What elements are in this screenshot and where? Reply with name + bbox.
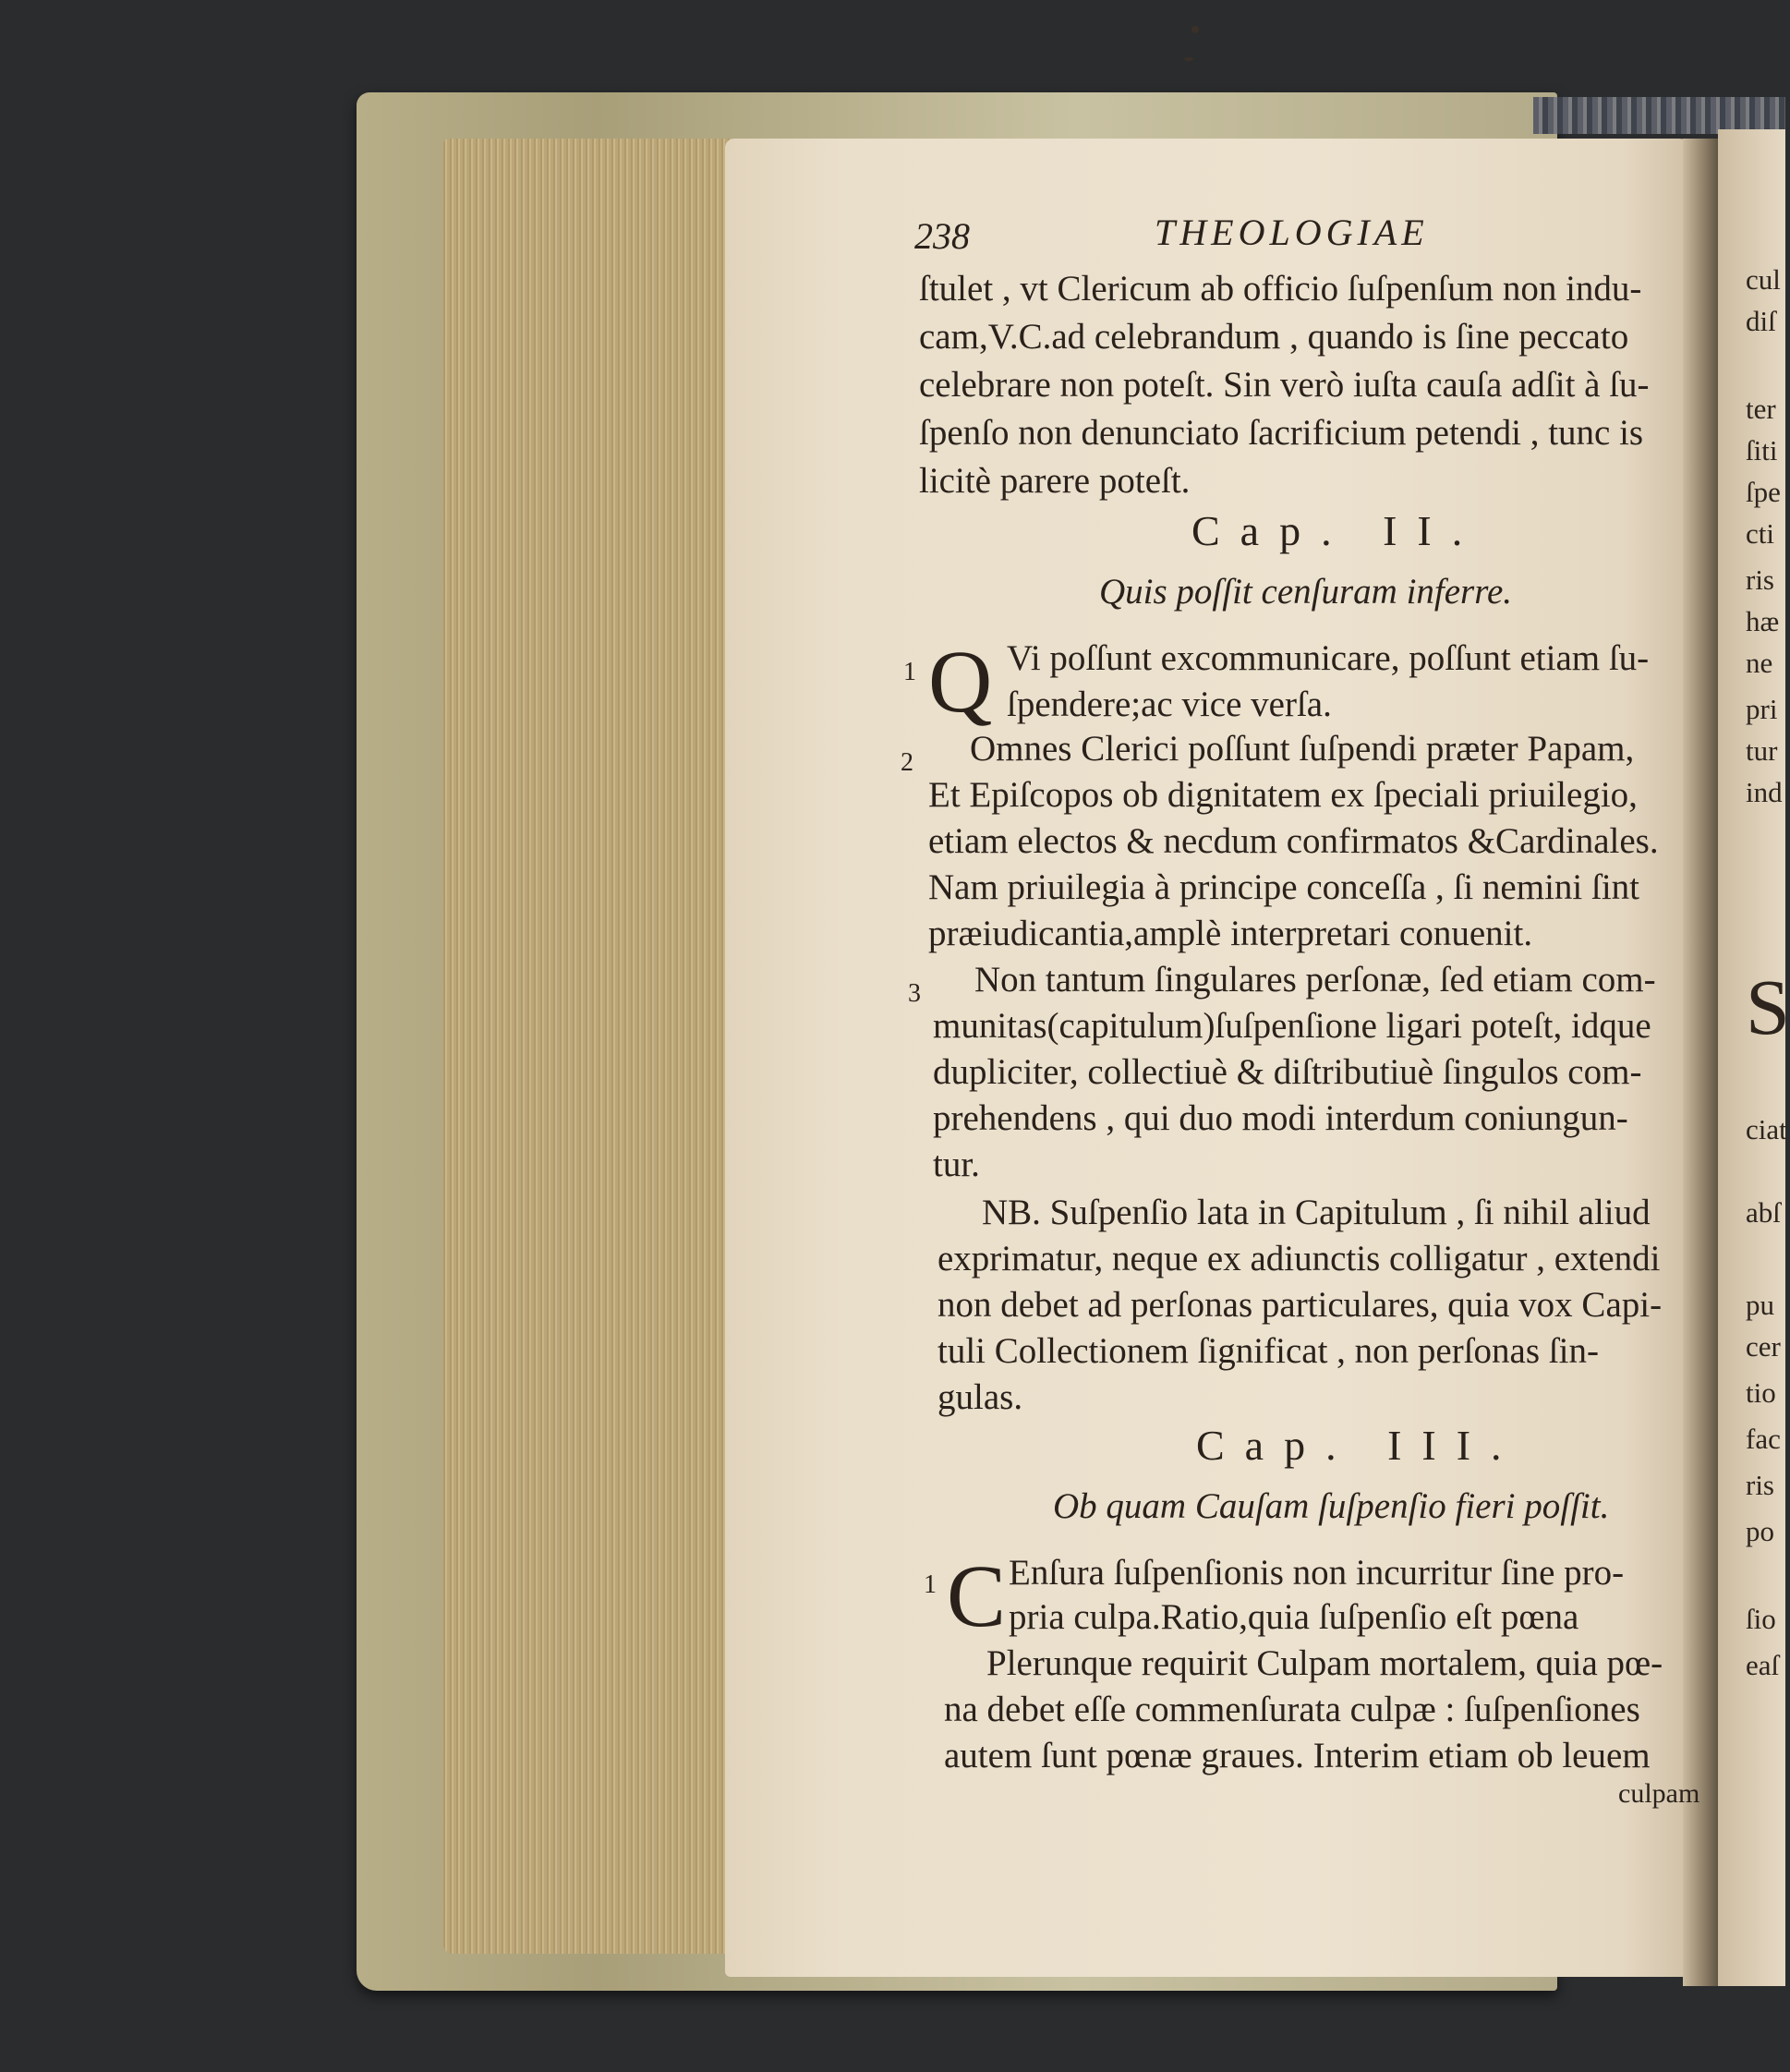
dust-mark [1184, 57, 1193, 61]
facing-fragment: pu [1746, 1289, 1774, 1321]
running-head: THEOLOGIAE [1155, 212, 1429, 253]
body-line: cam,V.C.ad celebrandum , quando is ſine peccato [919, 317, 1629, 357]
body-line: autem ſunt pœnæ graues. Interim etiam ob leuem [944, 1736, 1651, 1775]
facing-fragment: fac [1746, 1423, 1781, 1455]
facing-fragment: ris [1746, 1469, 1774, 1501]
facing-fragment: eaſ [1746, 1649, 1780, 1681]
body-line: ſpendere;ac vice verſa. [1007, 685, 1332, 724]
drop-cap: Q [928, 632, 993, 731]
body-line: etiam electos & necdum confirmatos &Cardinales. [928, 821, 1659, 861]
facing-fragment: ſiti [1746, 434, 1778, 467]
binding-cloth [1533, 97, 1785, 134]
body-line: NB. Suſpenſio lata in Capitulum , ſi nihil aliud [982, 1193, 1651, 1232]
body-line: ſtulet , vt Clericum ab officio ſuſpenſum non indu- [919, 269, 1642, 309]
page-number: 238 [914, 215, 970, 257]
facing-fragment: abſ [1746, 1196, 1781, 1229]
dust-mark [1191, 26, 1199, 33]
body-line: Plerunque requirit Culpam mortalem, quia pœ- [986, 1643, 1663, 1683]
facing-fragment: pri [1746, 693, 1778, 725]
body-line: non debet ad perſonas particulares, quia vox Capi- [937, 1285, 1663, 1325]
facing-fragment: ſio [1746, 1603, 1776, 1635]
body-line: Et Epiſcopos ob dignitatem ex ſpeciali priuilegio, [928, 775, 1638, 815]
body-line: celebrare non poteſt. Sin verò iuſta cauſa adſit à ſu- [919, 365, 1650, 405]
facing-fragment: ciat [1746, 1113, 1787, 1145]
margin-number: 1 [924, 1570, 937, 1599]
body-line: tuli Collectionem ſignificat , non perſonas ſin- [937, 1331, 1599, 1371]
facing-fragment: cti [1746, 517, 1774, 550]
body-line: Nam priuilegia à principe conceſſa , ſi nemini ſint [928, 867, 1640, 907]
drop-cap: C [947, 1546, 1007, 1645]
facing-fragment: ind [1746, 776, 1783, 808]
facing-fragment: tur [1746, 734, 1778, 767]
chapter-heading: Cap. II. [1191, 507, 1483, 554]
facing-fragment: ſpe [1746, 476, 1781, 508]
body-line: præiudicantia,amplè interpretari conuenit. [928, 914, 1533, 953]
body-line: na debet eſſe commenſurata culpæ : ſuſpenſiones [944, 1690, 1640, 1729]
chapter-subtitle: Quis poſſit cenſuram inferre. [1099, 572, 1513, 612]
body-line: Non tantum ſingulares perſonæ, ſed etiam com- [974, 960, 1656, 1000]
facing-fragment: ter [1746, 393, 1776, 425]
facing-fragment: diſ [1746, 305, 1776, 337]
body-line: dupliciter, collectiuè & diſtributiuè ſingulos com- [933, 1052, 1642, 1092]
body-line: ſpenſo non denunciato ſacrificium petendi , tunc is [919, 413, 1644, 453]
margin-number: 1 [903, 658, 916, 686]
facing-fragment: ne [1746, 647, 1773, 679]
facing-fragment: cul [1746, 263, 1781, 296]
facing-fragment: po [1746, 1515, 1774, 1547]
facing-fragment: tio [1746, 1376, 1776, 1409]
facing-fragment: cer [1746, 1330, 1781, 1363]
body-line: Omnes Clerici poſſunt ſuſpendi præter Papam, [970, 729, 1635, 769]
body-line: prehendens , qui duo modi interdum coniungun- [933, 1098, 1628, 1138]
page-edges [443, 139, 748, 1954]
facing-page [1718, 129, 1790, 1986]
gutter-shadow [1683, 139, 1720, 1986]
margin-number: 3 [908, 979, 921, 1008]
margin-number: 2 [901, 748, 913, 777]
body-line: gulas. [937, 1377, 1023, 1417]
chapter-subtitle: Ob quam Cauſam ſuſpenſio fieri poſſit. [1053, 1486, 1610, 1526]
body-line: Enſura ſuſpenſionis non incurritur ſine pro- [1009, 1553, 1625, 1593]
body-line: Vi poſſunt excommunicare, poſſunt etiam ſu- [1007, 638, 1650, 678]
body-line: munitas(capitulum)ſuſpenſione ligari poteſt, idque [933, 1006, 1651, 1046]
facing-fragment: hæ [1746, 605, 1780, 637]
chapter-heading: Cap. III. [1196, 1422, 1522, 1469]
body-line: exprimatur, neque ex adiunctis colligatur , extendi [937, 1239, 1661, 1278]
facing-fragment: ris [1746, 563, 1774, 596]
catchword: culpam [1618, 1778, 1700, 1809]
facing-fragment: S [1746, 963, 1790, 1051]
body-line: tur. [933, 1145, 980, 1184]
body-line: pria culpa.Ratio,quia ſuſpenſio eſt pœna [1009, 1597, 1579, 1637]
body-line: licitè parere poteſt. [919, 461, 1191, 501]
